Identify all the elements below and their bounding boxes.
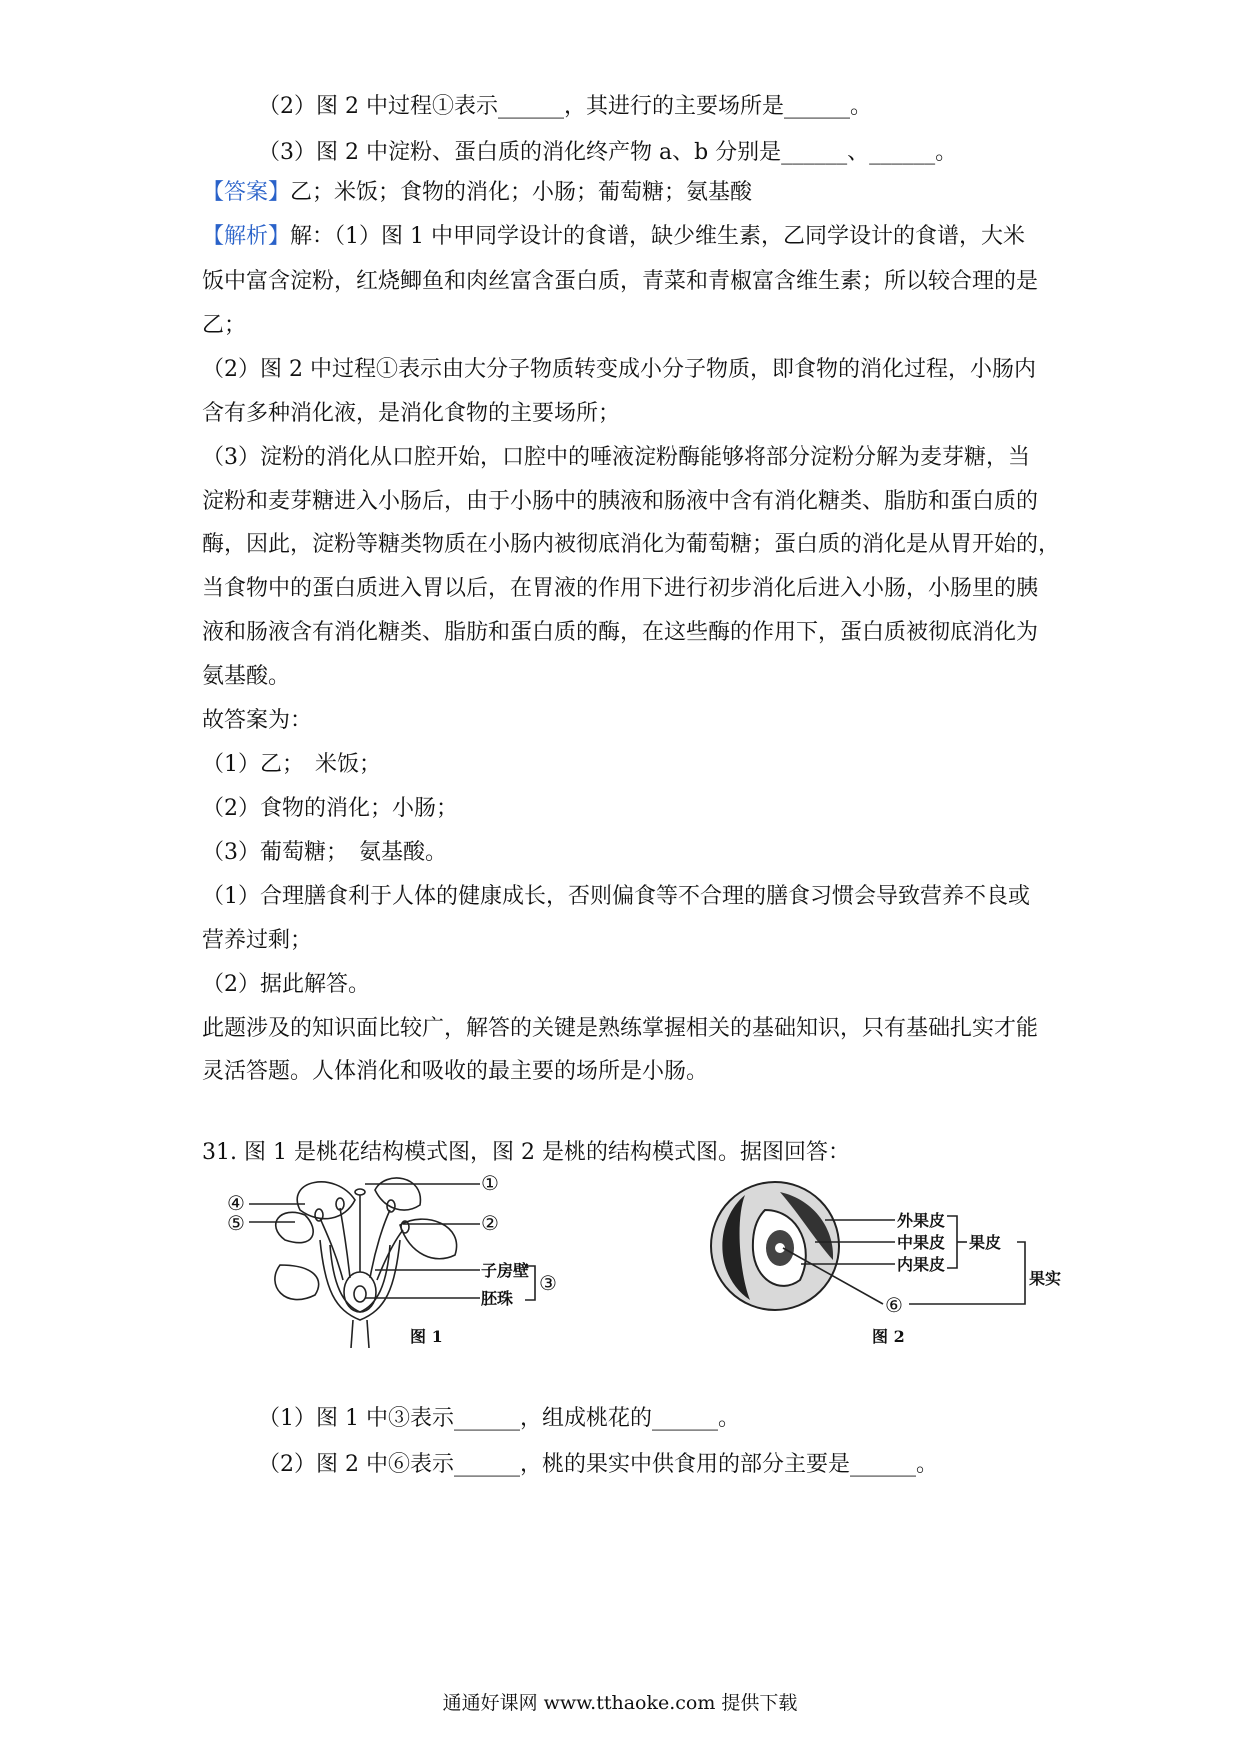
peach-fruit-figure: [705, 1180, 1095, 1320]
analysis-line: 含有多种消化液，是消化食物的主要场所；: [202, 401, 621, 426]
q31-sub2: （2）图 2 中⑥表示______，桃的果实中供食用的部分主要是______。: [258, 1452, 938, 1477]
analysis-line: 饭中富含淀粉，红烧鲫鱼和肉丝富含蛋白质，青菜和青椒富含维生素；所以较合理的是: [202, 269, 1039, 294]
q31-stem: 31. 图 1 是桃花结构模式图，图 2 是桃的结构模式图。据图回答：: [202, 1140, 850, 1165]
label-ovule: 胚珠: [481, 1289, 514, 1308]
label-circle-5: ⑤: [227, 1211, 245, 1235]
label-circle-3: ③: [539, 1271, 557, 1295]
analysis-text: 解：（1）图 1 中甲同学设计的食谱，缺少维生素，乙同学设计的食谱，大米: [290, 224, 1025, 249]
analysis-line: 故答案为：: [202, 708, 313, 733]
q30-sub2: （2）图 2 中过程①表示______，其进行的主要场所是______。: [258, 94, 872, 119]
label-fruit: 果实: [1029, 1269, 1062, 1288]
label-pericarp: 果皮: [969, 1233, 1002, 1252]
analysis-line: （3）葡萄糖； 氨基酸。: [202, 840, 447, 865]
analysis-line: 此题涉及的知识面比较广，解答的关键是熟练掌握相关的基础知识，只有基础扎实才能: [202, 1016, 1039, 1041]
answer-text: 乙；米饭；食物的消化；小肠；葡萄糖；氨基酸: [290, 180, 753, 205]
q31-sub1: （1）图 1 中③表示______，组成桃花的______。: [258, 1406, 740, 1431]
analysis-line: 淀粉和麦芽糖进入小肠后，由于小肠中的胰液和肠液中含有消化糖类、脂肪和蛋白质的: [202, 489, 1039, 514]
analysis-tag: 【解析】: [202, 224, 291, 249]
analysis-line: 乙；: [202, 313, 247, 338]
analysis-line: 当食物中的蛋白质进入胃以后，在胃液的作用下进行初步消化后进入小肠，小肠里的胰: [202, 576, 1039, 601]
analysis-line: （2）据此解答。: [202, 972, 370, 997]
answer-line: [202, 178, 752, 208]
analysis-line: （2）食物的消化；小肠；: [202, 796, 458, 821]
analysis-line: 酶，因此，淀粉等糖类物质在小肠内被彻底消化为葡萄糖；蛋白质的消化是从胃开始的，: [202, 532, 1061, 557]
figure-2-caption: 图 2: [872, 1327, 905, 1346]
analysis-line: （2）图 2 中过程①表示由大分子物质转变成小分子物质，即食物的消化过程，小肠内: [202, 357, 1036, 382]
analysis-line: （1）合理膳食利于人体的健康成长，否则偏食等不合理的膳食习惯会导致营养不良或: [202, 884, 1030, 909]
analysis-line: 灵活答题。人体消化和吸收的最主要的场所是小肠。: [202, 1059, 709, 1084]
analysis-line: （1）乙； 米饭；: [202, 752, 381, 777]
answer-tag: 【答案】: [202, 180, 291, 205]
label-circle-6: ⑥: [885, 1293, 903, 1317]
analysis-line: （3）淀粉的消化从口腔开始，口腔中的唾液淀粉酶能够将部分淀粉分解为麦芽糖，当: [202, 445, 1030, 470]
analysis-line-1: [202, 222, 1025, 252]
label-circle-4: ④: [227, 1191, 245, 1215]
analysis-line: 氨基酸。: [202, 664, 291, 689]
analysis-line: 营养过剩；: [202, 928, 313, 953]
q30-sub3: （3）图 2 中淀粉、蛋白质的消化终产物 a、b 分别是______、______。: [258, 140, 958, 165]
analysis-line: 液和肠液含有消化糖类、脂肪和蛋白质的酶，在这些酶的作用下，蛋白质被彻底消化为: [202, 620, 1039, 645]
label-circle-2: ②: [481, 1211, 499, 1235]
footer-source: 通通好课网 www.tthaoke.com 提供下载: [442, 1692, 798, 1714]
label-circle-1: ①: [481, 1171, 499, 1195]
label-mesocarp: 中果皮: [897, 1233, 946, 1252]
label-endocarp: 内果皮: [897, 1255, 946, 1274]
figure-1-caption: 图 1: [410, 1327, 443, 1346]
label-exocarp: 外果皮: [897, 1211, 946, 1230]
label-ovary-wall: 子房壁: [481, 1261, 530, 1280]
